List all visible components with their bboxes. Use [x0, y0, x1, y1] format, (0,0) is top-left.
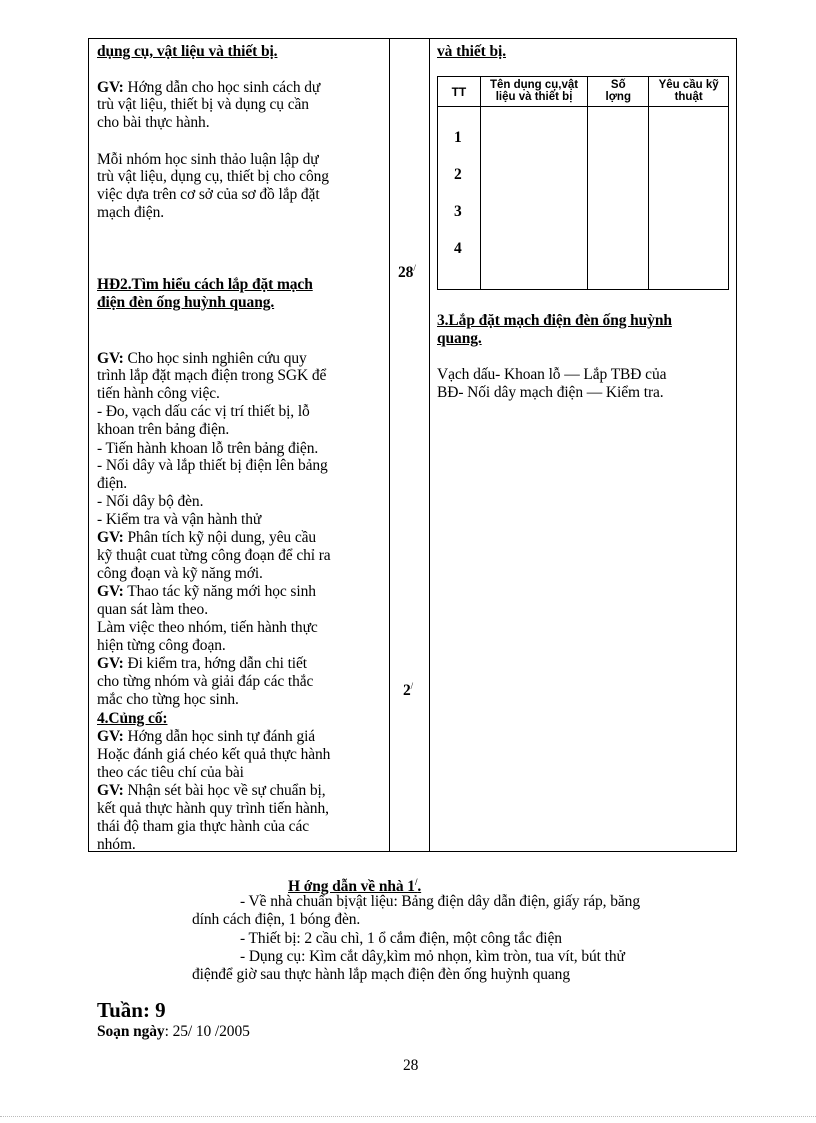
- text-line: công đoạn và kỹ năng mới.: [97, 565, 263, 582]
- text-line: kỹ thuật cuat từng công đoạn để chỉ ra: [97, 547, 331, 564]
- steps-text: Vạch dấu- Khoan lỗ — Lắp TBĐ của: [437, 366, 667, 383]
- text-line: cho từng nhóm và giải đáp các thắc: [97, 673, 314, 690]
- text-line: theo các tiêu chí của bài: [97, 764, 244, 781]
- text-line: trù vật liệu, dụng cụ, thiết bị cho công: [97, 168, 329, 185]
- section-hd2-heading: HĐ2.Tìm hiểu cách lắp đặt mạch: [97, 276, 313, 293]
- homework-line: - Dụng cụ: Kìm cắt dây,kìm mỏ nhọn, kìm tròn, tua vít, bút thử: [240, 948, 625, 965]
- text-line: khoan trên bảng điện.: [97, 421, 230, 438]
- text-line: quan sát làm theo.: [97, 601, 208, 618]
- week-label: Tuần: 9: [97, 998, 166, 1022]
- text-line: Làm việc theo nhóm, tiến hành thực: [97, 619, 318, 636]
- page-bottom-divider: [0, 1116, 816, 1118]
- text-line: - Nối dây và lắp thiết bị điện lên bảng: [97, 457, 328, 474]
- text-line: kết quả thực hành quy trình tiến hành,: [97, 800, 329, 817]
- row-number: 1: [454, 129, 462, 146]
- text-line: GV: Thao tác kỹ năng mới học sinh: [97, 583, 316, 600]
- time-label-cung-co: 2/: [403, 681, 414, 700]
- text-line: Hoặc đánh giá chéo kết quả thực hành: [97, 746, 331, 763]
- text-line: GV: Hớng dẫn học sinh tự đánh giá: [97, 728, 316, 745]
- text-line: GV: Phân tích kỹ nội dung, yêu cầu: [97, 529, 317, 546]
- text-line: tiến hành công việc.: [97, 385, 220, 402]
- text-line: - Tiến hành khoan lỗ trên bảng điện.: [97, 440, 319, 457]
- section-cung-co-heading: 4.Củng cố:: [97, 710, 168, 727]
- homework-line: điệnđể giờ sau thực hành lắp mạch điện đèn ống huỳnh quang: [192, 966, 570, 983]
- section-hd2-heading: điện đèn ống huỳnh quang.: [97, 294, 275, 311]
- text-line: cho bài thực hành.: [97, 114, 210, 131]
- text-line: GV: Hớng dẫn cho học sinh cách dự: [97, 79, 321, 96]
- table-header-row: [438, 77, 729, 107]
- text-line: GV: Cho học sinh nghiên cứu quy: [97, 350, 307, 367]
- text-line: - Đo, vạch dấu các vị trí thiết bị, lỗ: [97, 403, 310, 420]
- text-line: GV: Đi kiểm tra, hớng dẫn chi tiết: [97, 655, 308, 672]
- column-header-requirement: Yêu cầu kỹ thuật: [649, 77, 729, 107]
- text-line: trình lắp đặt mạch điện trong SGK để: [97, 367, 327, 384]
- column-header-name: Tên dụng cụ,vật liệu và thiết bị: [480, 77, 588, 107]
- row-number: 3: [454, 203, 462, 220]
- text-line: mắc cho từng học sinh.: [97, 691, 239, 708]
- column-header-tt: TT: [438, 77, 481, 107]
- table-cell: [480, 107, 588, 290]
- text-line: Mỗi nhóm học sinh thảo luận lập dự: [97, 151, 319, 168]
- text-line: - Nối dây bộ đèn.: [97, 493, 204, 510]
- homework-title: H ớng dẫn về nhà 1/.: [288, 877, 422, 896]
- date-line: Soạn ngày: 25/ 10 /2005: [97, 1023, 250, 1040]
- text-line: trù vật liệu, thiết bị và dụng cụ cần: [97, 96, 309, 113]
- page-number: 28: [403, 1057, 419, 1074]
- section3-heading: quang.: [437, 330, 482, 347]
- column-divider-left: [389, 38, 390, 852]
- table-cell: [649, 107, 729, 290]
- text-line: hiện từng công đoạn.: [97, 637, 226, 654]
- table-cell: [588, 107, 649, 290]
- text-line: - Kiểm tra và vận hành thử: [97, 511, 262, 528]
- tt-cell: [438, 107, 481, 290]
- materials-table: [437, 76, 729, 290]
- time-label-hd2: 28/: [398, 263, 416, 282]
- text-line: mạch điện.: [97, 204, 165, 221]
- text-line: thái độ tham gia thực hành của các: [97, 818, 310, 835]
- text-line: việc dựa trên cơ sở của sơ đồ lắp đặt: [97, 186, 320, 203]
- column-divider-right: [429, 38, 430, 852]
- row-number: 2: [454, 166, 462, 183]
- homework-line: - Về nhà chuẩn bịvật liệu: Bảng điện dây dẫn điện, giấy ráp, băng: [240, 893, 640, 910]
- text-line: GV: Nhận sét bài học về sự chuẩn bị,: [97, 782, 326, 799]
- steps-text: BĐ- Nối dây mạch điện — Kiểm tra.: [437, 384, 664, 401]
- row-number: 4: [454, 240, 462, 257]
- homework-line: - Thiết bị: 2 cầu chì, 1 ổ cắm điện, một công tắc điện: [240, 930, 562, 947]
- column-header-quantity: Số lợng: [588, 77, 649, 107]
- left-heading: dụng cụ, vật liệu và thiết bị.: [97, 43, 278, 60]
- table-body-row: [438, 107, 729, 290]
- text-line: nhóm.: [97, 836, 136, 851]
- section3-heading: 3.Lắp đặt mạch điện đèn ống huỳnh: [437, 312, 672, 329]
- right-heading: và thiết bị.: [437, 43, 506, 60]
- homework-line: dính cách điện, 1 bóng đèn.: [192, 911, 361, 928]
- text-line: điện.: [97, 475, 128, 492]
